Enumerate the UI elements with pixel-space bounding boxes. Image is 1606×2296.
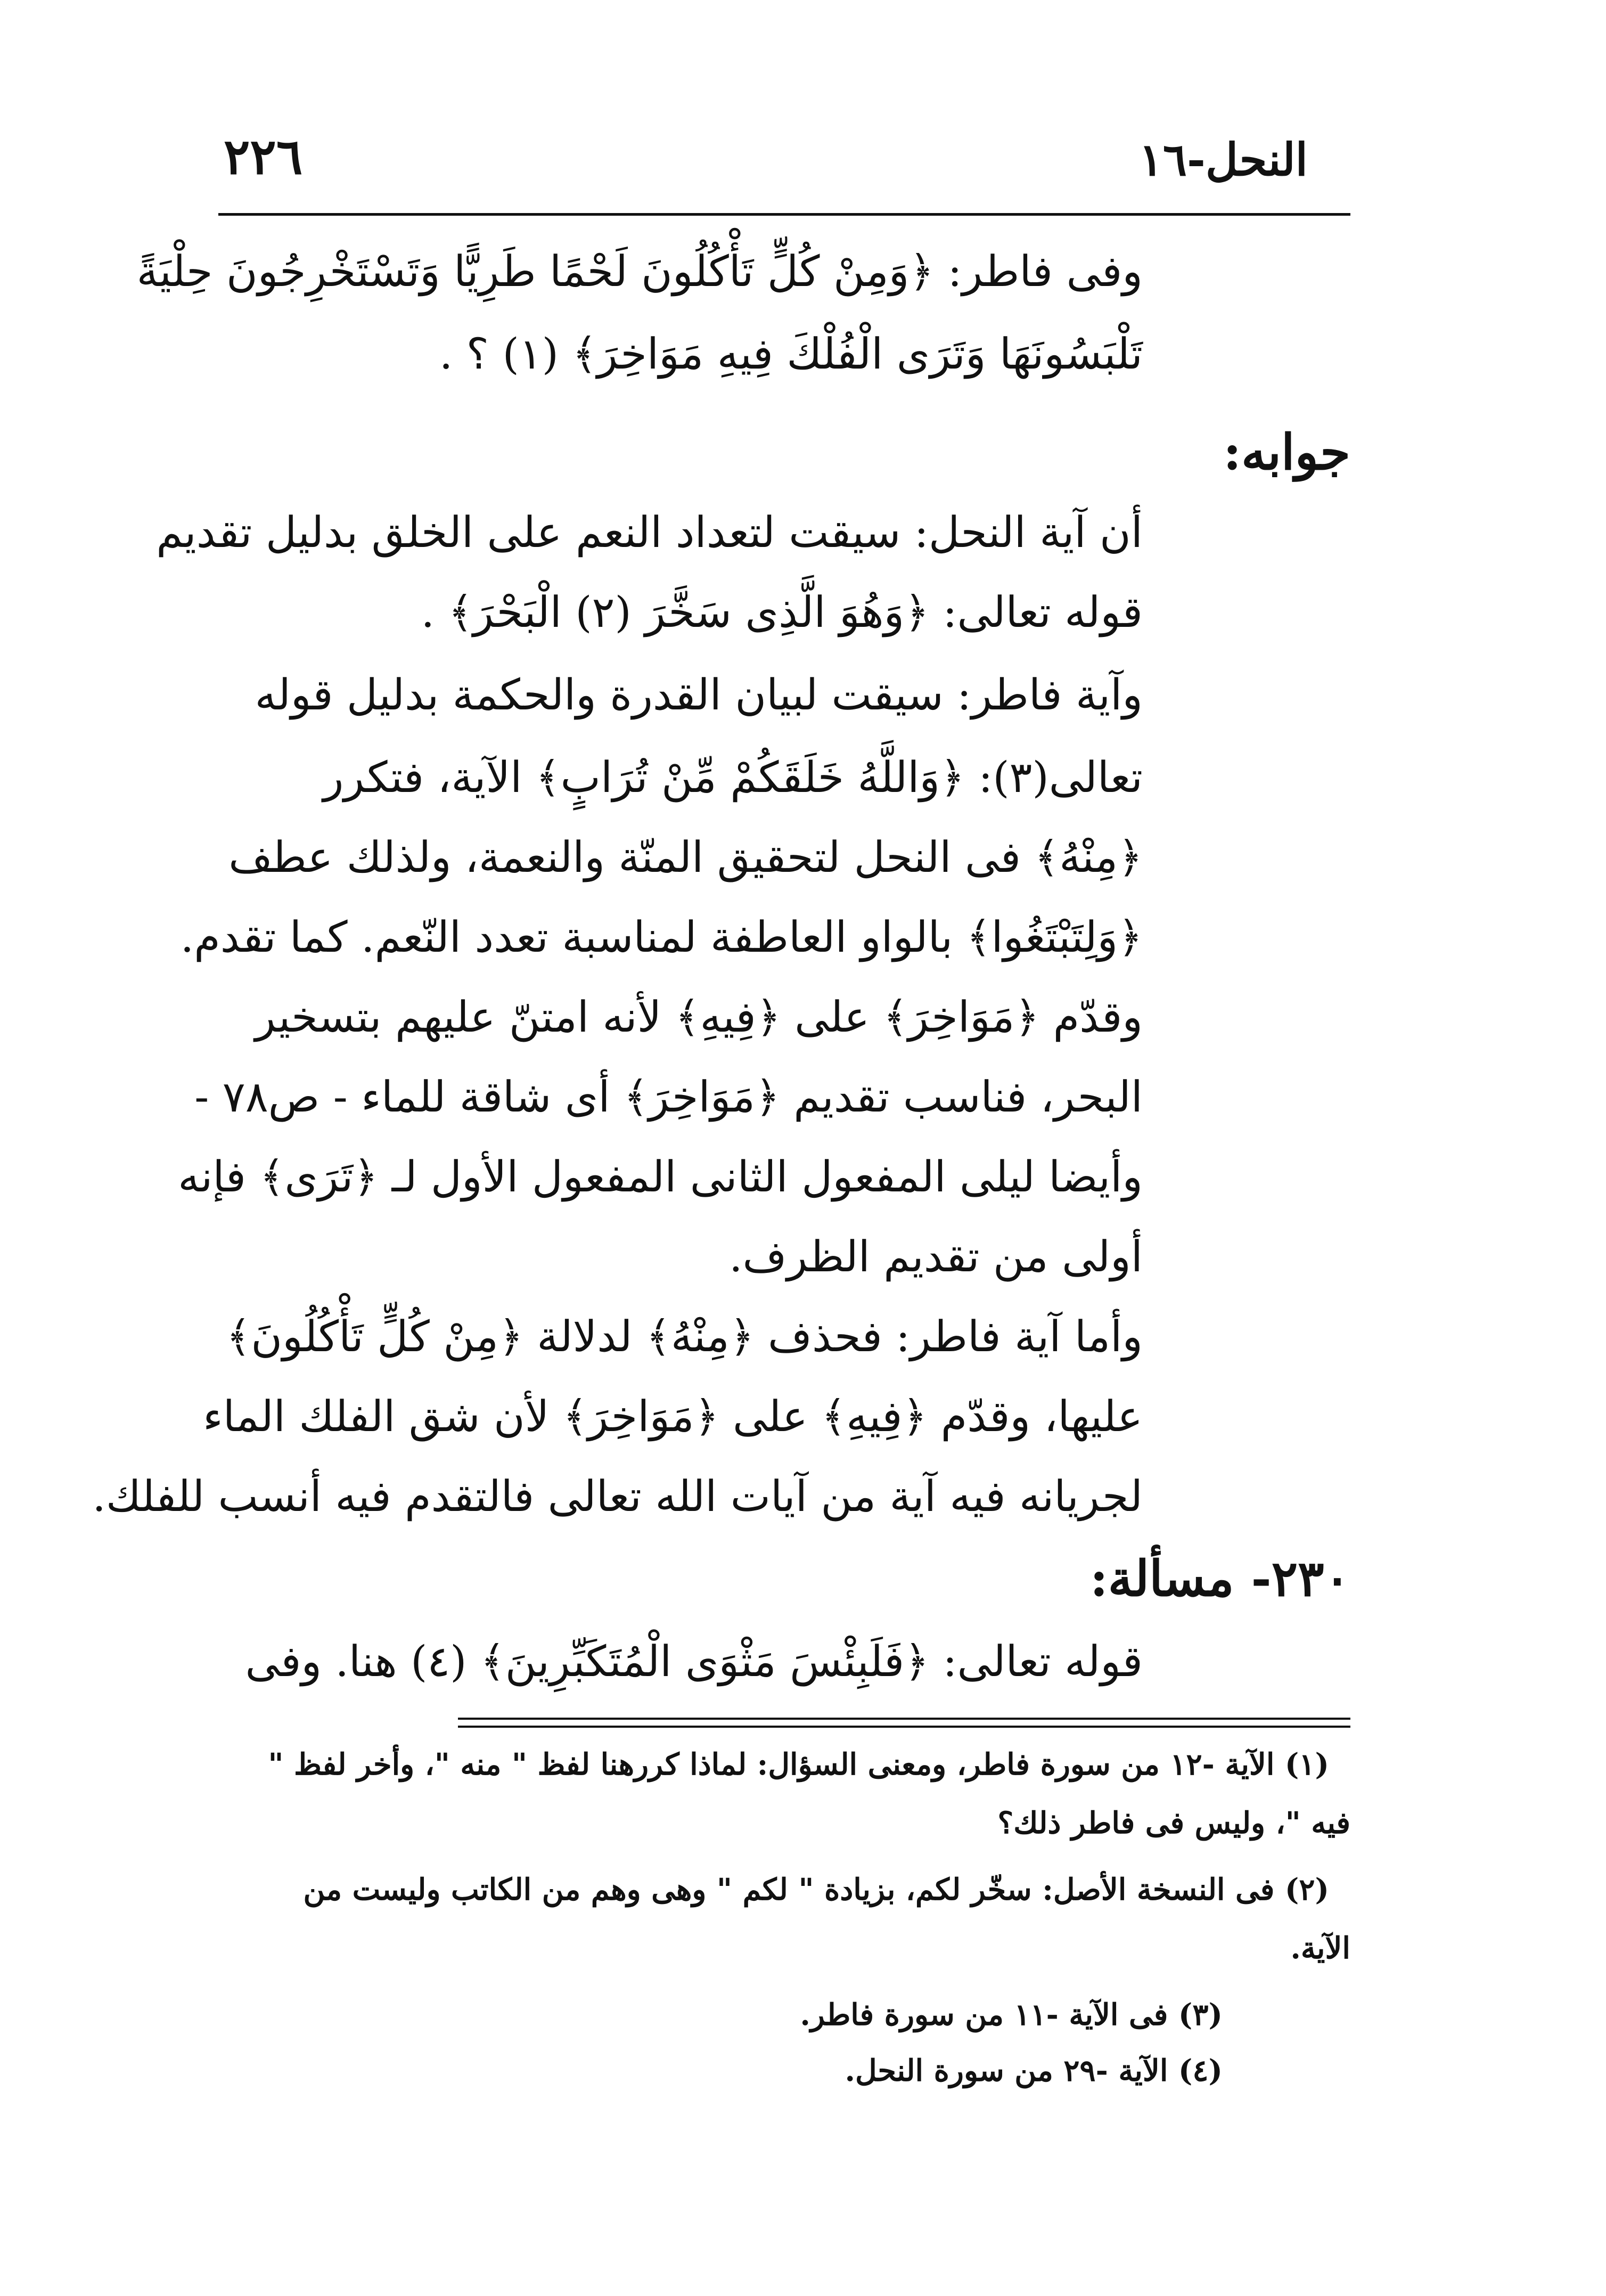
body-line: وقدّم ﴿مَوَاخِرَ﴾ على ﴿فِيهِ﴾ لأنه امتنّ عليهم بتسخير [255,992,1143,1042]
body-line: وآية فاطر: سيقت لبيان القدرة والحكمة بدليل قوله [255,670,1143,720]
header-divider [218,213,1350,216]
question-heading: ٢٣٠- مسألة: [1089,1550,1350,1607]
footnote: (٣) فى الآية -١١ من سورة فاطر. [800,1997,1223,2032]
body-line: تَلْبَسُونَهَا وَتَرَى الْفُلْكَ فِيهِ مَوَاخِرَ﴾ (١) ؟ . [439,329,1143,379]
body-line: وأما آية فاطر: فحذف ﴿مِنْهُ﴾ لدلالة ﴿مِنْ كُلٍّ تَأْكُلُونَ﴾ [226,1312,1143,1361]
answer-heading: جوابه: [1223,423,1350,481]
body-line: أن آية النحل: سيقت لتعداد النعم على الخلق بدليل تقديم [156,508,1143,557]
body-line: ﴿وَلِتَبْتَغُوا﴾ بالواو العاطفة لمناسبة تعدد النّعم. كما تقدم. [180,912,1143,962]
footnote: (٢) فى النسخة الأصل: سخّر لكم، بزيادة " لكم " وهى وهم من الكاتب وليست من [303,1872,1329,1907]
running-head: النحل-١٦ [1138,133,1308,186]
page-number: ٢٢٦ [224,128,303,185]
body-line: تعالى(٣): ﴿وَاللَّهُ خَلَقَكُمْ مِّنْ تُرَابٍ﴾ الآية، فتكرر [323,753,1143,802]
footnote: فيه "، وليس فى فاطر ذلك؟ [997,1805,1350,1841]
body-line: لجريانه فيه آية من آيات الله تعالى فالتقدم فيه أنسب للفلك. [92,1472,1143,1521]
body-line: ﴿مِنْهُ﴾ فى النحل لتحقيق المنّة والنعمة، ولذلك عطف [228,832,1143,882]
footnote: الآية. [1290,1931,1350,1966]
body-line: وفى فاطر: ﴿وَمِنْ كُلٍّ تَأْكُلُونَ لَحْمًا طَرِيًّا وَتَسْتَخْرِجُونَ حِلْيَةً [136,247,1143,296]
body-line: قوله تعالى: ﴿وَهُوَ الَّذِى سَخَّرَ (٢) الْبَحْرَ﴾ . [421,587,1143,637]
footnote-divider [458,1718,1350,1720]
footnote: (٤) الآية -٢٩ من سورة النحل. [845,2053,1223,2088]
footnote: (١) الآية -١٢ من سورة فاطر، ومعنى السؤال: لماذا كررهنا لفظ " منه "، وأخر لفظ " [268,1747,1329,1782]
body-line: أولى من تقديم الظرف. [729,1232,1143,1281]
body-line: عليها، وقدّم ﴿فِيهِ﴾ على ﴿مَوَاخِرَ﴾ لأن شق الفلك الماء [203,1392,1143,1441]
footnote-divider [458,1726,1350,1728]
body-line: البحر، فناسب تقديم ﴿مَوَاخِرَ﴾ أى شاقة للماء - ص٧٨ - [194,1072,1143,1122]
body-line: وأيضا ليلى المفعول الثانى المفعول الأول لـ ﴿تَرَى﴾ فإنه [178,1152,1143,1202]
body-line: قوله تعالى: ﴿فَلَبِئْسَ مَثْوَى الْمُتَكَبِّرِينَ﴾ (٤) هنا. وفى [245,1637,1143,1686]
